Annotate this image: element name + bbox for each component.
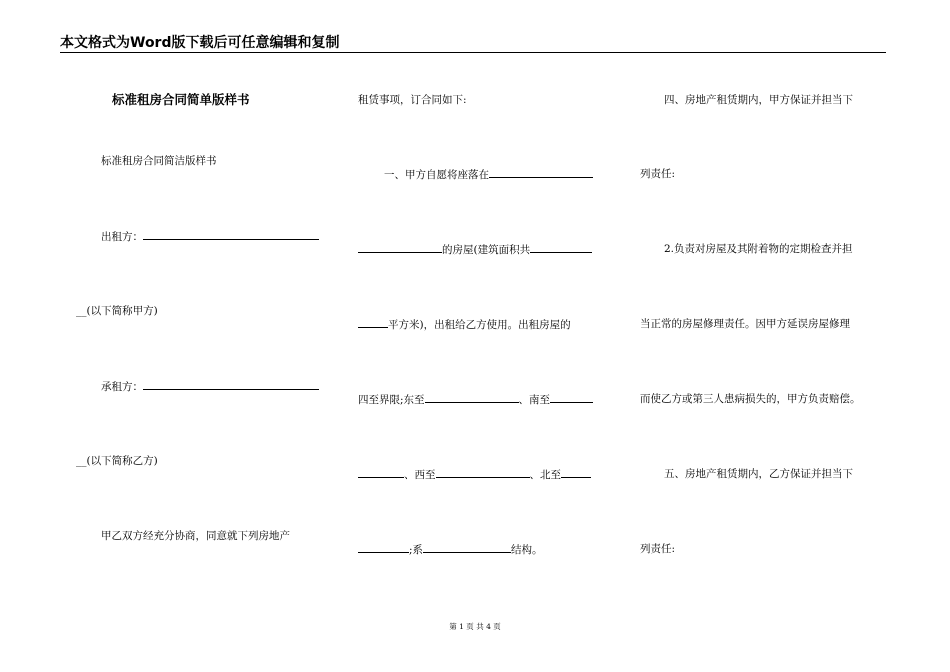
col3-line-1: 四、房地产租赁期内，甲方保证并担当下	[664, 94, 853, 106]
col2-line-3-text: 的房屋(建筑面积共	[442, 244, 531, 256]
page-footer: 第 1 页 共 4 页	[449, 622, 501, 631]
party-b-note: __(以下简称乙方)	[76, 455, 158, 467]
party-a-note: __(以下简称甲方)	[76, 305, 158, 317]
col3-line-5: 而使乙方或第三人患病损失的，甲方负责赔偿。	[640, 393, 861, 405]
east-blank[interactable]	[425, 392, 519, 403]
header-rule	[60, 52, 886, 53]
north-blank[interactable]	[561, 467, 591, 478]
structure-pre-blank[interactable]	[358, 542, 409, 553]
west-blank[interactable]	[436, 467, 530, 478]
col2-line-3	[358, 242, 592, 257]
lessor-blank[interactable]	[143, 229, 319, 240]
col3-line-6: 五、房地产租赁期内，乙方保证并担当下	[664, 468, 853, 480]
document-title: 标准租房合同简单版样书	[112, 92, 250, 107]
col2-line-5	[358, 392, 593, 407]
col3-line-4: 当正常的房屋修理责任。因甲方延误房屋修理	[640, 318, 850, 330]
page-header: 本文格式为Word版下载后可任意编辑和复制	[60, 35, 340, 51]
col2-line-4-text: 平方米)，出租给乙方使用。出租房屋的	[388, 319, 571, 331]
location-blank[interactable]	[489, 167, 593, 178]
col3-line-3: 2.负责对房屋及其附着物的定期检查并担	[664, 243, 853, 255]
col2-line-6-text-1: 、西至	[404, 469, 436, 481]
col2-line-7-text-1: ;系	[409, 544, 424, 556]
col2-line-5-text-1: 四至界限;东至	[358, 394, 425, 406]
west-pre-blank[interactable]	[358, 467, 404, 478]
col2-line-2-text: 一、甲方自愿将座落在	[384, 169, 489, 181]
lessor-line	[101, 229, 319, 244]
col2-line-6	[358, 467, 591, 482]
col2-line-7	[358, 542, 543, 557]
south-blank[interactable]	[550, 392, 593, 403]
lessee-label: 承租方：	[101, 381, 143, 393]
col2-line-5-text-2: 、南至	[518, 394, 551, 406]
lessee-blank[interactable]	[143, 379, 319, 390]
subtitle: 标准租房合同简洁版样书	[101, 155, 217, 167]
area-blank[interactable]	[530, 242, 592, 253]
col2-line-6-text-2: 、北至	[529, 469, 561, 481]
col2-line-1: 租赁事项，订合同如下:	[358, 94, 467, 106]
col2-line-2	[384, 167, 593, 182]
lessor-label: 出租方：	[101, 231, 143, 243]
negotiation-text: 甲乙双方经充分协商，同意就下列房地产	[101, 530, 290, 542]
col3-line-2: 列责任:	[640, 168, 676, 180]
col2-line-4	[358, 317, 571, 332]
col3-line-7: 列责任:	[640, 543, 676, 555]
premises-blank[interactable]	[358, 242, 442, 253]
sqm-blank[interactable]	[358, 317, 388, 328]
structure-blank[interactable]	[423, 542, 511, 553]
lessee-line	[101, 379, 319, 394]
col2-line-7-text-2: 结构。	[511, 544, 543, 556]
